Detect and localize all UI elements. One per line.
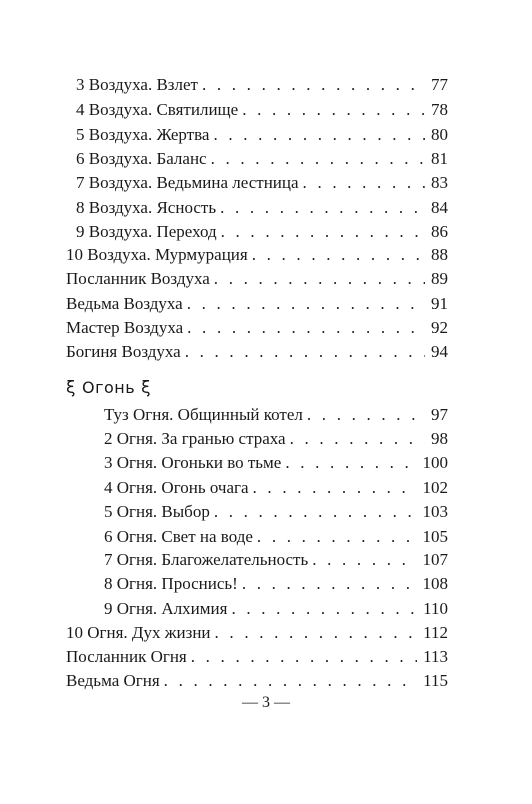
- dot-leader: [187, 293, 425, 315]
- toc-entry-page: 84: [431, 198, 448, 217]
- toc-entry-page: 98: [431, 429, 448, 448]
- toc-entry: [76, 74, 448, 96]
- toc-entry-title: 5 Огня. Выбор: [104, 502, 210, 521]
- toc-entry: [104, 549, 448, 571]
- toc-entry: [66, 646, 448, 668]
- toc-entry-title: 2 Огня. За гранью страха: [104, 429, 286, 448]
- dot-leader: [191, 646, 417, 668]
- dot-leader: [211, 148, 425, 170]
- toc-entry-page: 91: [431, 294, 448, 313]
- toc-entry: [76, 221, 448, 243]
- toc-entry-title: 7 Огня. Благожелательность: [104, 550, 309, 569]
- page-number: — 3 —: [242, 694, 290, 711]
- toc-entry-page: 94: [431, 342, 448, 361]
- toc-entry-page: 100: [422, 453, 448, 472]
- toc-entry-page: 113: [423, 647, 448, 666]
- ornament-left-icon: ξ: [66, 378, 76, 398]
- toc-entry-page: 80: [431, 125, 448, 144]
- toc-entry: [66, 293, 448, 315]
- dot-leader: [220, 197, 425, 219]
- toc-entry: [66, 317, 448, 339]
- toc-entry: [66, 244, 448, 266]
- toc-entry: [76, 99, 448, 121]
- toc-entry-title: 10 Воздуха. Мурмурация: [66, 245, 248, 264]
- toc-entry-title: Туз Огня. Общинный котел: [104, 405, 303, 424]
- ornament-right-icon: ξ: [141, 378, 152, 398]
- toc-entry-page: 97: [431, 405, 448, 424]
- dot-leader: [285, 452, 416, 474]
- toc-entry-page: 102: [422, 478, 448, 497]
- toc-entry-title: 8 Огня. Проснись!: [104, 574, 238, 593]
- toc-entry-page: 88: [431, 245, 448, 264]
- dot-leader: [303, 172, 425, 194]
- toc-entry-title: Ведьма Воздуха: [66, 294, 183, 313]
- toc-entry: [104, 404, 448, 426]
- toc-entry-page: 103: [422, 502, 448, 521]
- toc-entry-page: 115: [423, 671, 448, 690]
- toc-entry-page: 112: [423, 623, 448, 642]
- toc-entry: [104, 598, 448, 620]
- toc-entry-page: 105: [422, 527, 448, 546]
- toc-entry-title: 5 Воздуха. Жертва: [76, 125, 210, 144]
- toc-entry-title: 4 Воздуха. Святилище: [76, 100, 239, 119]
- toc-entry-page: 86: [431, 222, 448, 241]
- toc-entry: [104, 526, 448, 548]
- toc-entry: [104, 452, 448, 474]
- toc-entry: [104, 428, 448, 450]
- toc-entry-page: 108: [422, 574, 448, 593]
- toc-entry: [104, 573, 448, 595]
- dot-leader: [290, 428, 425, 450]
- toc-entry-title: Богиня Воздуха: [66, 342, 181, 361]
- toc-entry: [76, 172, 448, 194]
- dot-leader: [312, 549, 416, 571]
- toc-entry-title: 7 Воздуха. Ведьмина лестница: [76, 173, 299, 192]
- toc-entry-page: 83: [431, 173, 448, 192]
- dot-leader: [221, 221, 425, 243]
- dot-leader: [252, 244, 425, 266]
- toc-entry-title: 6 Огня. Свет на воде: [104, 527, 253, 546]
- toc-entry-title: 4 Огня. Огонь очага: [104, 478, 249, 497]
- dot-leader: [213, 124, 425, 146]
- toc-entry-page: 89: [431, 269, 448, 288]
- dot-leader: [187, 317, 425, 339]
- toc-entry-page: 107: [422, 550, 448, 569]
- toc-entry-title: Ведьма Огня: [66, 671, 160, 690]
- toc-entry-title: Посланник Огня: [66, 647, 187, 666]
- dot-leader: [214, 268, 425, 290]
- toc-entry-title: Посланник Воздуха: [66, 269, 210, 288]
- toc-entry-page: 78: [431, 100, 448, 119]
- dot-leader: [214, 501, 417, 523]
- toc-entry: [66, 622, 448, 644]
- toc-entry: [76, 148, 448, 170]
- toc-entry: [66, 268, 448, 290]
- toc-entry-title: 3 Огня. Огоньки во тьме: [104, 453, 282, 472]
- section-heading-label: Огонь: [81, 378, 136, 397]
- dot-leader: [307, 404, 425, 426]
- toc-entry-page: 81: [431, 149, 448, 168]
- toc-entry-title: Мастер Воздуха: [66, 318, 184, 337]
- toc-entry-page: 77: [431, 75, 448, 94]
- toc-entry-title: 9 Огня. Алхимия: [104, 599, 228, 618]
- toc-entry: [66, 341, 448, 363]
- dot-leader: [242, 99, 425, 121]
- toc-entry-title: 9 Воздуха. Переход: [76, 222, 217, 241]
- toc-entry-page: 92: [431, 318, 448, 337]
- toc-entry: [104, 477, 448, 499]
- dot-leader: [215, 622, 418, 644]
- section-heading-fire: [66, 377, 151, 399]
- dot-leader: [253, 477, 417, 499]
- toc-entry-title: 3 Воздуха. Взлет: [76, 75, 198, 94]
- toc-entry: [76, 124, 448, 146]
- toc-entry-title: 8 Воздуха. Ясность: [76, 198, 217, 217]
- toc-entry: [104, 501, 448, 523]
- dot-leader: [242, 573, 417, 595]
- dot-leader: [164, 670, 417, 692]
- toc-entry: [66, 670, 448, 692]
- toc-entry-page: 110: [423, 599, 448, 618]
- toc-entry-title: 10 Огня. Дух жизни: [66, 623, 211, 642]
- toc-entry-title: 6 Воздуха. Баланс: [76, 149, 207, 168]
- toc-entry: [76, 197, 448, 219]
- dot-leader: [257, 526, 417, 548]
- dot-leader: [202, 74, 425, 96]
- dot-leader: [231, 598, 417, 620]
- dot-leader: [185, 341, 425, 363]
